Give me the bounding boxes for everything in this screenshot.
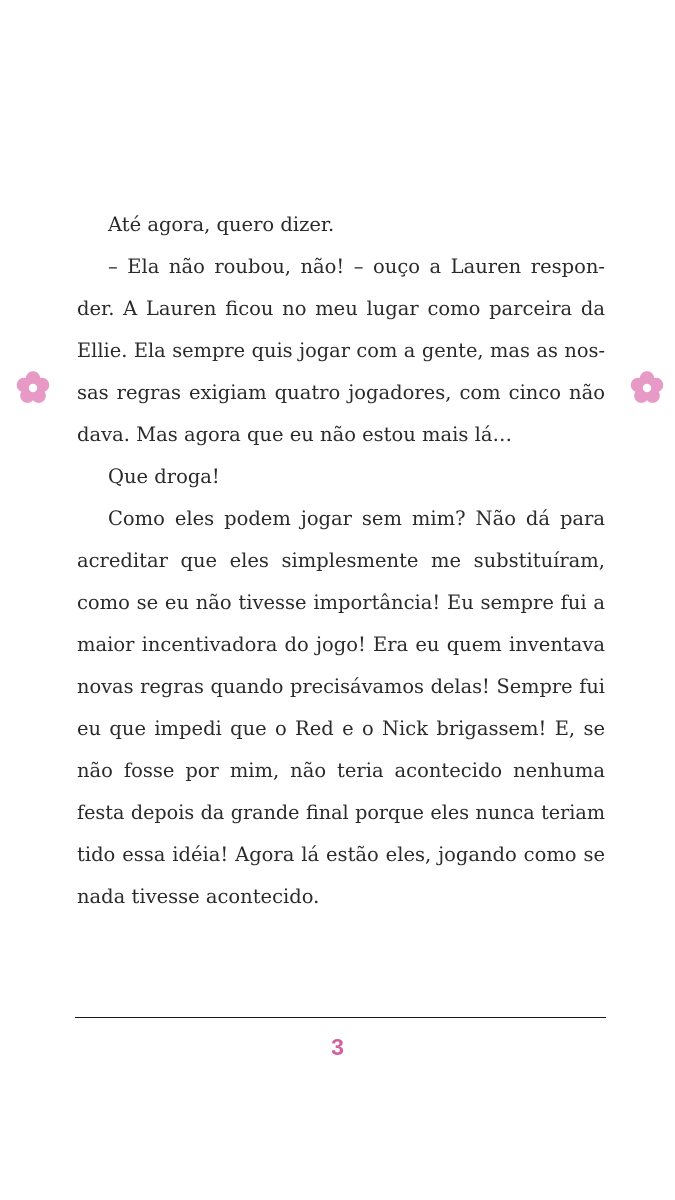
text-line: Ellie. Ela sempre quis jogar com a gente, mas as nos-: [77, 339, 605, 362]
text-line: sas regras exigiam quatro jogadores, com cinco não: [77, 381, 605, 404]
flower-icon: [629, 370, 665, 406]
page-number: 3: [331, 1034, 344, 1060]
text-line: tido essa idéia! Agora lá estão eles, jogando como se: [77, 843, 605, 866]
text-line: como se eu não tivesse importância! Eu sempre fui a: [77, 591, 605, 614]
text-line: eu que impedi que o Red e o Nick brigassem! E, se: [77, 717, 605, 740]
text-line: dava. Mas agora que eu não estou mais lá…: [77, 423, 512, 446]
text-line: Até agora, quero dizer.: [108, 213, 335, 236]
text-line: – Ela não roubou, não! – ouço a Lauren respon-: [108, 255, 605, 278]
footer-divider: [75, 1017, 606, 1018]
text-line: Que droga!: [108, 465, 220, 488]
text-line: não fosse por mim, não teria acontecido nenhuma: [77, 759, 605, 782]
flower-icon: [15, 370, 51, 406]
text-line: acreditar que eles simplesmente me substituíram,: [77, 549, 605, 572]
body-text: [77, 204, 605, 918]
text-line: maior incentivadora do jogo! Era eu quem inventava: [77, 633, 605, 656]
text-line: festa depois da grande final porque eles nunca teriam: [77, 801, 605, 824]
text-line: novas regras quando precisávamos delas! Sempre fui: [77, 675, 605, 698]
text-line: Como eles podem jogar sem mim? Não dá para: [108, 507, 605, 530]
text-line: nada tivesse acontecido.: [77, 885, 320, 908]
text-line: der. A Lauren ficou no meu lugar como parceira da: [77, 297, 605, 320]
